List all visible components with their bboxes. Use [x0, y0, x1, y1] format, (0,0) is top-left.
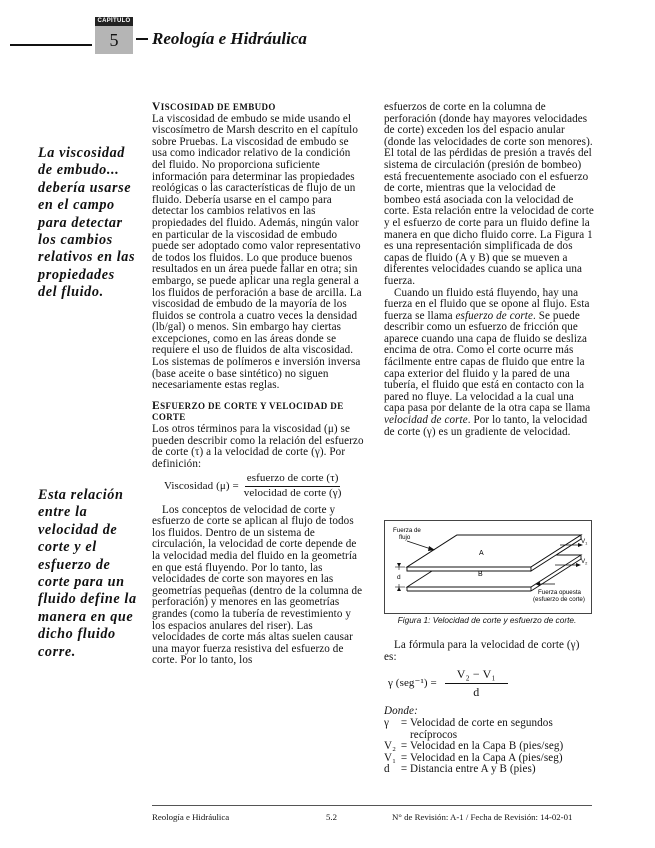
- paragraph-fluido-fluyendo: Cuando un fluido está fluyendo, hay una fuerza en el fluido que se opone al flujo. Esta fuerza se llama esfuerzo de corte. Se puede describir como un esfuerzo de fricción que aparece cuando una capa de fluido se desliza encima de otra. Como el corte ocurre más fácilmente entre capas de fluido que entre la capa exterior del fluido y la pared de una tubería, el fluido que está en contacto con la pared no fluye. La velocidad a la cual una capa pasa por delante de la otra capa se llama velocidad de corte. Por lo tanto, la velocidad de corte (γ) es un gradiente de velocidad.: [384, 286, 591, 438]
- donde-label: Donde:: [384, 705, 418, 718]
- definition-symbol: d: [384, 763, 390, 776]
- chapter-title: Reología e Hidráulica: [152, 29, 307, 48]
- label-force: Fuerza de: [393, 527, 421, 534]
- label-flow: flujo: [399, 534, 411, 541]
- label-layer-b: B: [478, 571, 483, 578]
- footer-page-number: 5.2: [326, 812, 337, 822]
- header-rule: [10, 44, 92, 46]
- chapter-number: 5: [95, 26, 133, 54]
- shear-rate-intro: La fórmula para la velocidad de corte (γ) es:: [384, 639, 580, 663]
- shear-rate-denominator: d: [473, 684, 480, 699]
- definition-row: [384, 764, 594, 776]
- figure-shear-layers: [384, 520, 592, 614]
- viscosity-formula: [164, 473, 366, 499]
- definition-equals: =: [400, 740, 408, 753]
- paragraph-intro-esfuerzo: Los otros términos para la viscosidad (μ) se pueden describir como la relación del esfuerzo de corte (τ) a la velocidad de corte (γ). Por definición:: [152, 423, 364, 470]
- footer-revision: N° de Revisión: A-1 / Fecha de Revisión: 14-02-01: [392, 812, 573, 822]
- shear-rate-formula: [388, 669, 594, 698]
- formula-numerator: esfuerzo de corte (τ): [245, 473, 341, 487]
- shear-layers-diagram: [385, 521, 591, 613]
- definition-symbol: γ: [384, 716, 390, 729]
- definition-equals: =: [400, 751, 408, 764]
- formula-denominator: velocidad de corte (γ): [243, 487, 342, 499]
- shear-rate-lhs: γ (seg⁻¹) =: [388, 676, 437, 689]
- figure-caption: Figura 1: Velocidad de corte y esfuerzo de corte.: [397, 615, 577, 625]
- column-left: [152, 102, 366, 667]
- definition-symbol: V₁: [384, 751, 397, 764]
- column-right: [384, 102, 594, 438]
- paragraph-conceptos: Los conceptos de velocidad de corte y esfuerzo de corte se aplican al flujo de todos los fluidos. Dentro de un sistema de circulación, la velocidad de corte depende de la velocidad media del fluido en la geometría en que está fluyendo. Por lo tanto, las velocidades de corte son mayores en las geometrías pequeñas (dentro de la columna de perforación) y menores en las geometrías grandes (como la tubería de revestimiento y los espacios anulares del riser). Las velocidades de corte más altas suelen causar una mayor fuerza resistiva del esfuerzo de corte. Por lo tanto, los: [152, 503, 363, 667]
- margin-note-1: La viscosidad de embudo... debería usarse en el campo para detectar los cambios relativos en las propiedades del fluido.: [38, 145, 136, 301]
- paragraph-conceptos-cont: esfuerzos de corte en la columna de perforación (donde hay mayores velocidades de corte) exceden los del espacio anular (donde las velocidades de corte son menores). El total de las pérdidas de presión a través del sistema de circulación (presión de bombeo) está frecuentemente asociado con el esfuerzo de corte, mientras que la velocidad de bombeo está asociada con la velocidad de corte. Esta relación entre la velocidad de corte y el esfuerzo de corte para un fluido define la manera en que dicho fluido corre. La Figura 1 es una representación simplificada de dos capas de fluido (A y B) que se mueven a diferentes velocidades cuando se aplica una fuerza.: [384, 101, 594, 287]
- definition-text: Velocidad de corte en segundos recíprocos: [410, 716, 553, 741]
- footer-chapter: Reología e Hidráulica: [152, 812, 230, 822]
- definition-symbol: V₂: [384, 740, 397, 753]
- force-arrow: [407, 541, 431, 549]
- definition-row: [384, 741, 594, 753]
- definition-text: Velocidad en la Capa A (pies/seg): [410, 751, 563, 764]
- chapter-label: CAPÍTULO: [95, 17, 133, 26]
- label-d: d: [397, 574, 401, 581]
- section-heading-viscosidad: VISCOSIDAD DE EMBUDO: [152, 101, 276, 113]
- definition-equals: =: [400, 716, 408, 729]
- definitions-list: [384, 718, 594, 776]
- label-layer-a: A: [479, 550, 484, 557]
- definition-equals: =: [400, 763, 408, 776]
- definition-row: [384, 718, 594, 741]
- label-opposing-2: (esfuerzo de corte): [533, 596, 585, 603]
- definition-text: Distancia entre A y B (pies): [410, 763, 536, 776]
- paragraph-viscosidad: La viscosidad de embudo se mide usando el viscosímetro de Marsh descrito en el capítulo sobre Pruebas. La viscosidad de embudo se usa como indicador relativo de la condición del fluido. No proporciona suficiente información para determinar las propiedades reológicas o las características de flujo de un fluido. Debería usarse en el campo para detectar los cambios relativos en las propiedades del fluido. Además, ningún valor en particular de la viscosidad de embudo puede ser adoptado como valor representativo de todos los fluidos. Lo que produce buenos resultados en un área puede fallar en otra; sin embargo, se puede aplicar una regla general a los fluidos de perforación a base de arcilla. La viscosidad de embudo de la mayoría de los fluidos se controla a cuatro veces la densidad (lb/gal) o menos. Sin embargo hay ciertas excepciones, como en las áreas donde se requiere el uso de fluidos de alta viscosidad. Los sistemas de polímeros e inversión inversa (base aceite o base sintético) no siguen necesariamente estas reglas.: [152, 112, 362, 392]
- label-opposing-1: Fuerza opuesta: [538, 589, 581, 596]
- shear-rate-block: [384, 640, 594, 776]
- header-dash: [136, 38, 148, 40]
- footer-rule: [152, 805, 592, 806]
- label-v1: $V_1$: [581, 538, 588, 546]
- section-heading-esfuerzo: ESFUERZO DE CORTE Y VELOCIDAD DE CORTE: [152, 399, 344, 423]
- shear-rate-numerator: V₂ − V₁: [445, 669, 508, 684]
- definition-text: Velocidad en la Capa B (pies/seg): [410, 740, 564, 753]
- label-v2: $V_2$: [581, 558, 588, 566]
- margin-note-2: Esta relación entre la velocidad de corte y el esfuerzo de corte para un fluido define la manera en que dicho fluido corre.: [38, 487, 137, 660]
- formula-lhs: Viscosidad (μ) =: [164, 479, 239, 492]
